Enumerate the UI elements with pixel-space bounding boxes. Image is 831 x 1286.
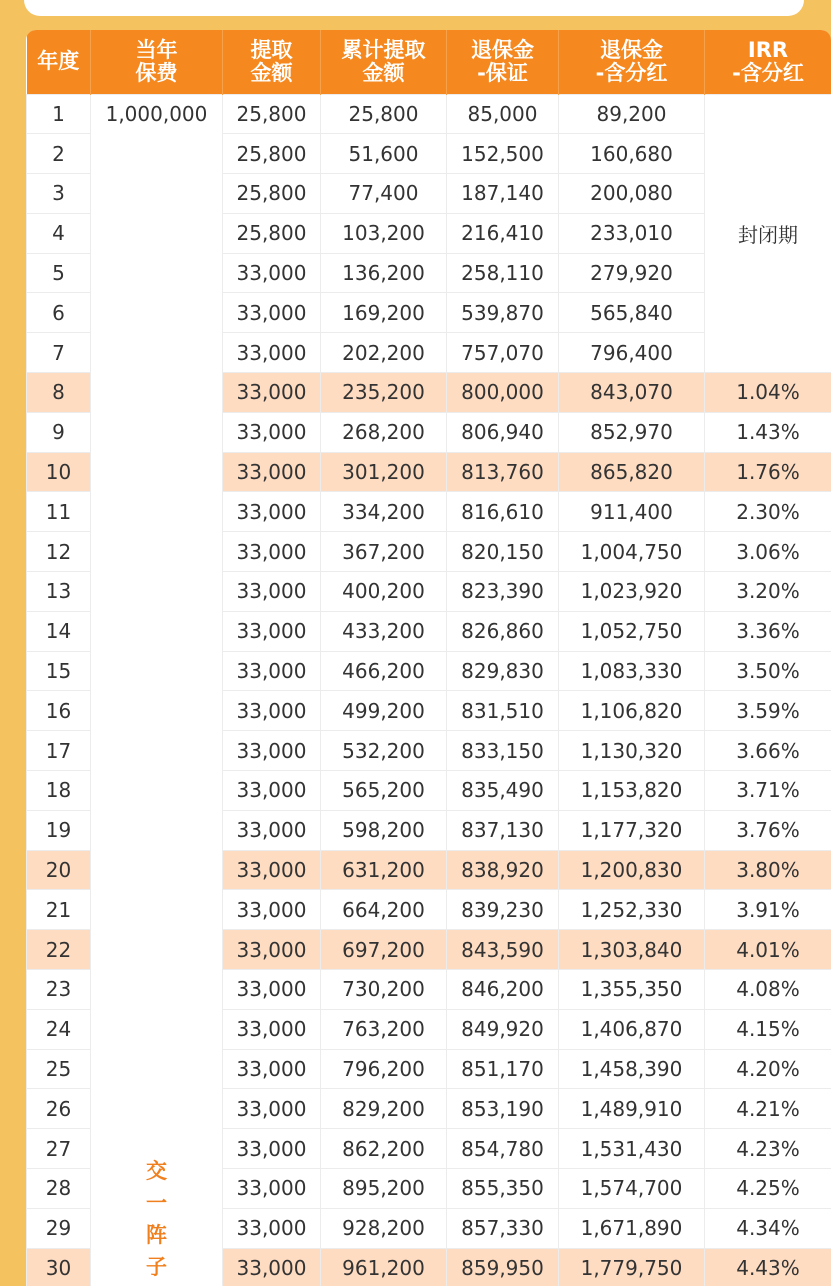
surrender-dividend-cell: 1,023,920 — [559, 572, 705, 612]
surrender-dividend-cell: 1,671,890 — [559, 1208, 705, 1248]
surrender-guaranteed-cell: 846,200 — [447, 970, 559, 1010]
cumulative-cell: 25,800 — [321, 94, 447, 134]
surrender-guaranteed-cell: 823,390 — [447, 572, 559, 612]
year-cell: 10 — [27, 452, 91, 492]
surrender-guaranteed-cell: 855,350 — [447, 1169, 559, 1209]
year-cell: 16 — [27, 691, 91, 731]
year-cell: 9 — [27, 412, 91, 452]
year-cell: 7 — [27, 333, 91, 373]
cumulative-cell: 136,200 — [321, 253, 447, 293]
irr-cell: 1.76% — [705, 452, 831, 492]
benefit-table — [26, 30, 831, 1286]
year-cell: 23 — [27, 970, 91, 1010]
cumulative-cell: 268,200 — [321, 412, 447, 452]
year-cell: 19 — [27, 810, 91, 850]
irr-cell: 4.21% — [705, 1089, 831, 1129]
cumulative-cell: 169,200 — [321, 293, 447, 333]
withdraw-cell: 33,000 — [223, 1009, 321, 1049]
irr-cell: 2.30% — [705, 492, 831, 532]
cumulative-cell: 862,200 — [321, 1129, 447, 1169]
cumulative-cell: 763,200 — [321, 1009, 447, 1049]
header-cumulative-line-1: 累计提取 — [341, 37, 426, 62]
top-card — [24, 0, 804, 16]
surrender-dividend-cell: 1,106,820 — [559, 691, 705, 731]
surrender-guaranteed-cell: 851,170 — [447, 1049, 559, 1089]
withdraw-cell: 33,000 — [223, 333, 321, 373]
withdraw-cell: 33,000 — [223, 651, 321, 691]
surrender-dividend-cell: 89,200 — [559, 94, 705, 134]
withdraw-cell: 33,000 — [223, 810, 321, 850]
withdraw-cell: 25,800 — [223, 213, 321, 253]
year-cell: 21 — [27, 890, 91, 930]
surrender-guaranteed-cell: 859,950 — [447, 1248, 559, 1286]
withdraw-cell: 33,000 — [223, 1129, 321, 1169]
surrender-dividend-cell: 1,177,320 — [559, 810, 705, 850]
surrender-guaranteed-cell: 833,150 — [447, 731, 559, 771]
surrender-guaranteed-cell: 816,610 — [447, 492, 559, 532]
surrender-guaranteed-cell: 152,500 — [447, 134, 559, 174]
header-surrender-guaranteed-line-2: -保证 — [477, 60, 528, 85]
cumulative-cell: 433,200 — [321, 611, 447, 651]
header-row — [27, 30, 831, 94]
cumulative-cell: 301,200 — [321, 452, 447, 492]
surrender-dividend-cell: 1,779,750 — [559, 1248, 705, 1286]
surrender-dividend-cell: 796,400 — [559, 333, 705, 373]
payment-note-char: 阵 — [146, 1223, 167, 1248]
year-cell: 5 — [27, 253, 91, 293]
surrender-dividend-cell: 1,004,750 — [559, 532, 705, 572]
cumulative-cell: 499,200 — [321, 691, 447, 731]
header-premium — [91, 30, 223, 94]
irr-cell: 4.43% — [705, 1248, 831, 1286]
withdraw-cell: 33,000 — [223, 293, 321, 333]
irr-cell: 4.34% — [705, 1208, 831, 1248]
surrender-dividend-cell: 1,052,750 — [559, 611, 705, 651]
irr-cell: 4.01% — [705, 930, 831, 970]
withdraw-cell: 33,000 — [223, 611, 321, 651]
surrender-dividend-cell: 160,680 — [559, 134, 705, 174]
surrender-guaranteed-cell: 258,110 — [447, 253, 559, 293]
surrender-dividend-cell: 852,970 — [559, 412, 705, 452]
payment-note-cell — [91, 134, 223, 1286]
withdraw-cell: 33,000 — [223, 1169, 321, 1209]
premium-cell: 1,000,000 — [91, 94, 223, 134]
surrender-dividend-cell: 1,458,390 — [559, 1049, 705, 1089]
withdraw-cell: 33,000 — [223, 1208, 321, 1248]
surrender-guaranteed-cell: 854,780 — [447, 1129, 559, 1169]
surrender-guaranteed-cell: 835,490 — [447, 771, 559, 811]
withdraw-cell: 25,800 — [223, 174, 321, 214]
header-premium-line-1: 当年 — [135, 37, 178, 62]
cumulative-cell: 829,200 — [321, 1089, 447, 1129]
withdraw-cell: 33,000 — [223, 890, 321, 930]
withdraw-cell: 33,000 — [223, 771, 321, 811]
year-cell: 8 — [27, 373, 91, 413]
surrender-guaranteed-cell: 849,920 — [447, 1009, 559, 1049]
withdraw-cell: 33,000 — [223, 373, 321, 413]
header-premium-line-2: 保费 — [135, 60, 178, 85]
surrender-dividend-cell: 233,010 — [559, 213, 705, 253]
cumulative-cell: 51,600 — [321, 134, 447, 174]
irr-cell: 4.23% — [705, 1129, 831, 1169]
irr-cell: 4.15% — [705, 1009, 831, 1049]
year-cell: 14 — [27, 611, 91, 651]
year-cell: 28 — [27, 1169, 91, 1209]
withdraw-cell: 33,000 — [223, 1248, 321, 1286]
surrender-guaranteed-cell: 216,410 — [447, 213, 559, 253]
irr-cell: 3.66% — [705, 731, 831, 771]
withdraw-cell: 33,000 — [223, 1049, 321, 1089]
surrender-dividend-cell: 1,252,330 — [559, 890, 705, 930]
cumulative-cell: 334,200 — [321, 492, 447, 532]
header-withdraw — [223, 30, 321, 94]
withdraw-cell: 25,800 — [223, 94, 321, 134]
surrender-dividend-cell: 1,130,320 — [559, 731, 705, 771]
withdraw-cell: 33,000 — [223, 532, 321, 572]
year-cell: 12 — [27, 532, 91, 572]
cumulative-cell: 103,200 — [321, 213, 447, 253]
surrender-dividend-cell: 1,489,910 — [559, 1089, 705, 1129]
year-cell: 11 — [27, 492, 91, 532]
cumulative-cell: 466,200 — [321, 651, 447, 691]
surrender-guaranteed-cell: 800,000 — [447, 373, 559, 413]
irr-cell: 3.50% — [705, 651, 831, 691]
withdraw-cell: 33,000 — [223, 850, 321, 890]
surrender-guaranteed-cell: 839,230 — [447, 890, 559, 930]
year-cell: 29 — [27, 1208, 91, 1248]
surrender-guaranteed-cell: 539,870 — [447, 293, 559, 333]
surrender-dividend-cell: 1,200,830 — [559, 850, 705, 890]
surrender-dividend-cell: 1,153,820 — [559, 771, 705, 811]
surrender-guaranteed-cell: 813,760 — [447, 452, 559, 492]
payment-note-char: 一 — [146, 1191, 167, 1216]
surrender-dividend-cell: 565,840 — [559, 293, 705, 333]
year-cell: 20 — [27, 850, 91, 890]
irr-cell: 4.08% — [705, 970, 831, 1010]
withdraw-cell: 33,000 — [223, 412, 321, 452]
irr-cell: 3.71% — [705, 771, 831, 811]
header-surrender-dividend-line-2: -含分红 — [595, 60, 668, 85]
withdraw-cell: 33,000 — [223, 930, 321, 970]
closed-period-cell: 封闭期 — [705, 94, 831, 373]
year-cell: 22 — [27, 930, 91, 970]
header-year — [27, 30, 91, 94]
header-irr — [705, 30, 831, 94]
surrender-dividend-cell: 865,820 — [559, 452, 705, 492]
cumulative-cell: 631,200 — [321, 850, 447, 890]
header-year-line: 年度 — [37, 49, 80, 74]
table-body — [27, 94, 831, 1286]
surrender-dividend-cell: 200,080 — [559, 174, 705, 214]
cumulative-cell: 235,200 — [321, 373, 447, 413]
header-cumulative — [321, 30, 447, 94]
surrender-guaranteed-cell: 829,830 — [447, 651, 559, 691]
year-cell: 1 — [27, 94, 91, 134]
table-header — [27, 30, 831, 94]
cumulative-cell: 961,200 — [321, 1248, 447, 1286]
surrender-guaranteed-cell: 187,140 — [447, 174, 559, 214]
surrender-guaranteed-cell: 757,070 — [447, 333, 559, 373]
withdraw-cell: 33,000 — [223, 691, 321, 731]
year-cell: 25 — [27, 1049, 91, 1089]
withdraw-cell: 33,000 — [223, 970, 321, 1010]
header-withdraw-line-2: 金额 — [250, 60, 293, 85]
year-cell: 13 — [27, 572, 91, 612]
surrender-guaranteed-cell: 843,590 — [447, 930, 559, 970]
irr-cell: 3.36% — [705, 611, 831, 651]
year-cell: 17 — [27, 731, 91, 771]
cumulative-cell: 532,200 — [321, 731, 447, 771]
irr-cell: 3.20% — [705, 572, 831, 612]
header-cumulative-line-2: 金额 — [362, 60, 405, 85]
irr-cell: 3.80% — [705, 850, 831, 890]
surrender-dividend-cell: 1,406,870 — [559, 1009, 705, 1049]
withdraw-cell: 33,000 — [223, 492, 321, 532]
surrender-dividend-cell: 1,531,430 — [559, 1129, 705, 1169]
irr-cell: 3.59% — [705, 691, 831, 731]
header-irr-line-1: IRR — [747, 37, 789, 62]
header-irr-line-2: -含分红 — [732, 60, 804, 85]
irr-cell: 3.76% — [705, 810, 831, 850]
surrender-guaranteed-cell: 838,920 — [447, 850, 559, 890]
surrender-guaranteed-cell: 826,860 — [447, 611, 559, 651]
cumulative-cell: 730,200 — [321, 970, 447, 1010]
year-cell: 15 — [27, 651, 91, 691]
surrender-guaranteed-cell: 853,190 — [447, 1089, 559, 1129]
year-cell: 30 — [27, 1248, 91, 1286]
surrender-dividend-cell: 1,355,350 — [559, 970, 705, 1010]
table-row — [27, 94, 831, 134]
surrender-guaranteed-cell: 85,000 — [447, 94, 559, 134]
payment-note-char: 子 — [146, 1255, 167, 1280]
cumulative-cell: 928,200 — [321, 1208, 447, 1248]
header-surrender-guaranteed-line-1: 退保金 — [471, 37, 534, 62]
withdraw-cell: 33,000 — [223, 1089, 321, 1129]
withdraw-cell: 33,000 — [223, 572, 321, 612]
cumulative-cell: 202,200 — [321, 333, 447, 373]
year-cell: 4 — [27, 213, 91, 253]
cumulative-cell: 400,200 — [321, 572, 447, 612]
payment-note-char: 交 — [146, 1159, 167, 1184]
year-cell: 6 — [27, 293, 91, 333]
cumulative-cell: 367,200 — [321, 532, 447, 572]
header-surrender-guaranteed — [447, 30, 559, 94]
irr-cell: 1.43% — [705, 412, 831, 452]
withdraw-cell: 33,000 — [223, 452, 321, 492]
irr-cell: 3.91% — [705, 890, 831, 930]
year-cell: 26 — [27, 1089, 91, 1129]
cumulative-cell: 565,200 — [321, 771, 447, 811]
cumulative-cell: 664,200 — [321, 890, 447, 930]
surrender-dividend-cell: 843,070 — [559, 373, 705, 413]
year-cell: 2 — [27, 134, 91, 174]
surrender-guaranteed-cell: 806,940 — [447, 412, 559, 452]
cumulative-cell: 895,200 — [321, 1169, 447, 1209]
irr-cell: 1.04% — [705, 373, 831, 413]
payment-note — [91, 1155, 222, 1283]
cumulative-cell: 697,200 — [321, 930, 447, 970]
withdraw-cell: 33,000 — [223, 253, 321, 293]
benefit-table-container — [26, 30, 831, 1286]
year-cell: 27 — [27, 1129, 91, 1169]
irr-cell: 4.20% — [705, 1049, 831, 1089]
cumulative-cell: 77,400 — [321, 174, 447, 214]
surrender-dividend-cell: 911,400 — [559, 492, 705, 532]
surrender-guaranteed-cell: 837,130 — [447, 810, 559, 850]
year-cell: 24 — [27, 1009, 91, 1049]
withdraw-cell: 25,800 — [223, 134, 321, 174]
irr-cell: 4.25% — [705, 1169, 831, 1209]
surrender-guaranteed-cell: 820,150 — [447, 532, 559, 572]
header-surrender-dividend-line-1: 退保金 — [600, 37, 663, 62]
header-withdraw-line-1: 提取 — [250, 37, 293, 62]
irr-cell: 3.06% — [705, 532, 831, 572]
year-cell: 18 — [27, 771, 91, 811]
withdraw-cell: 33,000 — [223, 731, 321, 771]
surrender-dividend-cell: 1,083,330 — [559, 651, 705, 691]
surrender-dividend-cell: 1,303,840 — [559, 930, 705, 970]
cumulative-cell: 796,200 — [321, 1049, 447, 1089]
surrender-guaranteed-cell: 831,510 — [447, 691, 559, 731]
surrender-dividend-cell: 279,920 — [559, 253, 705, 293]
surrender-guaranteed-cell: 857,330 — [447, 1208, 559, 1248]
surrender-dividend-cell: 1,574,700 — [559, 1169, 705, 1209]
header-surrender-dividend — [559, 30, 705, 94]
year-cell: 3 — [27, 174, 91, 214]
cumulative-cell: 598,200 — [321, 810, 447, 850]
